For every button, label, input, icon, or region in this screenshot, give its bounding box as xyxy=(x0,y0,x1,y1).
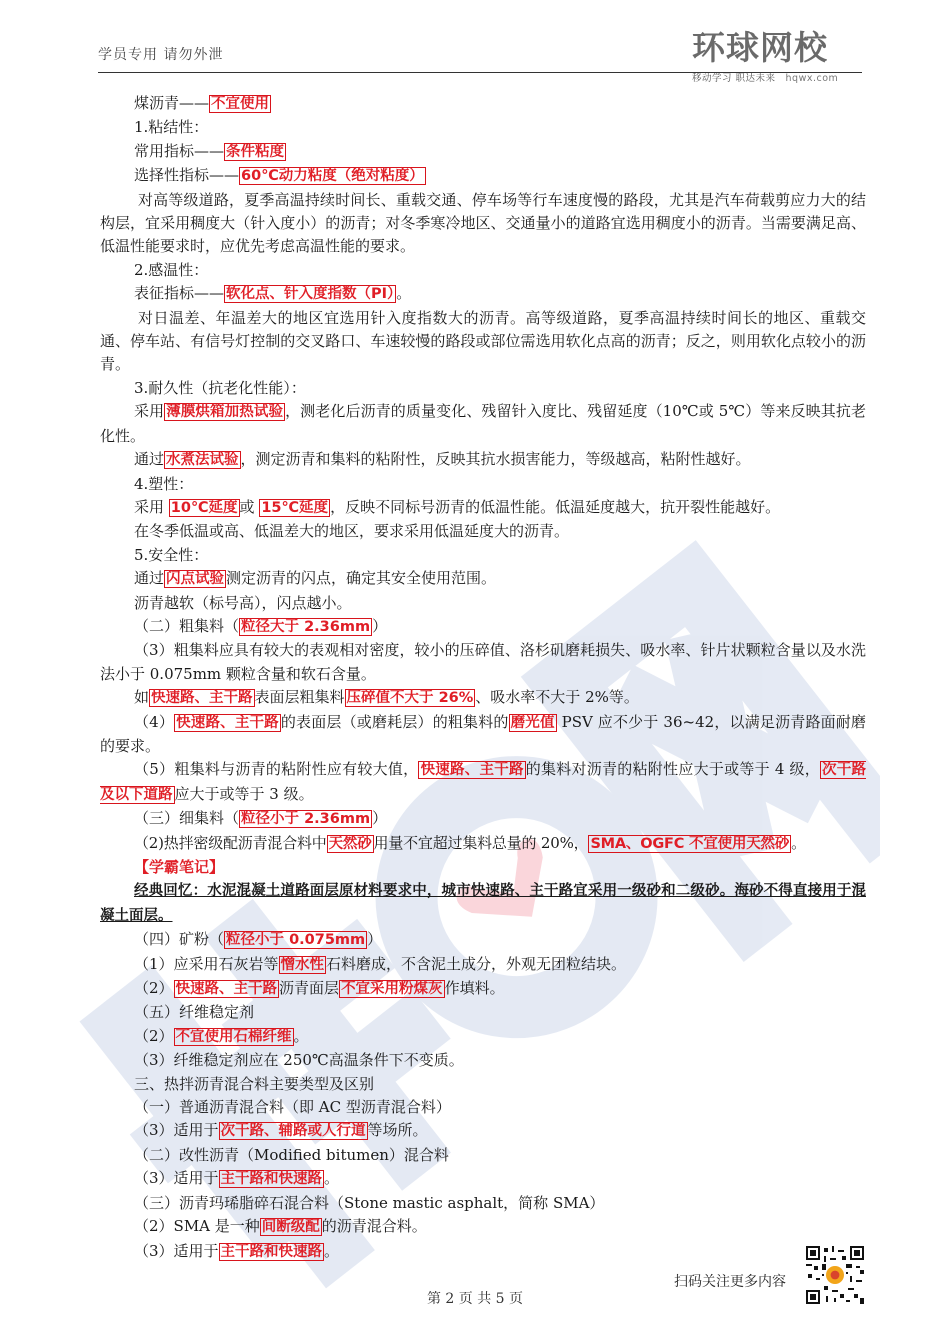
text-line: 通过 闪点试验 测定沥青的闪点，确定其安全使用范围。 xyxy=(134,569,497,588)
header-rule xyxy=(98,72,862,73)
highlight-box: 粒径小于 0.075mm xyxy=(226,932,366,949)
text-line: （二）粗集料（ 粒径大于 2.36mm ） xyxy=(134,616,388,635)
highlight-box: 憎水性 xyxy=(280,956,325,973)
text-line: （2)热拌密级配沥青混合料中 天然砂 用量不宜超过集料总量的 20%， SMA、OGFC 不宜使用天然砂 。 xyxy=(134,833,806,852)
highlight-box: 闪点试验 xyxy=(166,571,225,588)
paragraph: （5）粗集料与沥青的粘附性应有较大值， 快速路、主干路 的集料对沥青的粘附性应大于或等于 4 级， 次干路及以下道路 应大于或等于 3 级。 xyxy=(100,760,866,803)
text-line: （三）沥青玛琋脂碎石混合料（Stone mastic asphalt，简称 SMA） xyxy=(134,1193,605,1212)
paragraph: 采用 薄膜烘箱加热试验 ，测老化后沥青的质量变化、残留针入度比、残留延度（10℃或 5℃）等来反映其抗老化性。 xyxy=(100,402,866,445)
highlight-box: 快速路、主干路 xyxy=(176,714,279,731)
text-line: 煤沥青—— 不宜使用 xyxy=(134,94,270,112)
text-line: （3）适用于 主干路和快速路 。 xyxy=(134,1169,340,1188)
document-body xyxy=(100,92,866,1264)
logo-slogan: 移动学习 职达未来 xyxy=(692,73,776,84)
highlight-box: 15℃延度 xyxy=(261,499,329,516)
text-line: 表征指标—— 软化点、针入度指数（PI） 。 xyxy=(134,284,412,303)
text-line: 常用指标—— 条件粘度 xyxy=(134,141,285,160)
highlight-box: 主干路和快速路 xyxy=(220,1171,323,1188)
text-line: （3）适用于 次干路、辅路或人行道 等场所。 xyxy=(134,1121,428,1140)
text-line: 采用 10℃延度 或 15℃延度 ，反映不同标号沥青的低温性能。低温延度越大，抗开裂性能越好。 xyxy=(134,497,781,516)
highlight-box: 快速路、主干路 xyxy=(175,981,278,998)
study-note-title: 【学霸笔记】 xyxy=(134,858,225,876)
highlight-box: 不宜采用粉煤灰 xyxy=(341,981,443,998)
logo-domain: hqwx.com xyxy=(785,73,839,84)
text-line: 4.塑性： xyxy=(134,474,194,493)
text-line: 选择性指标—— 60℃动力粘度（绝对粘度） xyxy=(134,166,424,185)
highlight-box: 快速路、主干路 xyxy=(151,690,253,707)
highlight-box: 粒径大于 2.36mm xyxy=(241,618,371,635)
text-line: （四）矿粉（ 粒径小于 0.075mm ） xyxy=(134,930,383,949)
paragraph: 对日温差、年温差大的地区宜选用针入度指数大的沥青。高等级道路，夏季高温持续时间长的地区、重载交通、停车站、有信号灯控制的交叉路口、车速较慢的路段或部位需选用软化点高的沥青；反之，则用软化点较小的沥青。 xyxy=(100,308,866,374)
highlight-box: 不宜使用石棉纤维 xyxy=(175,1028,292,1045)
text-line: （三）细集料（ 粒径小于 2.36mm ） xyxy=(134,809,388,828)
text-line: （3）纤维稳定剂应在 250℃高温条件下不变质。 xyxy=(134,1051,464,1070)
highlight-box: 条件粘度 xyxy=(226,143,285,160)
highlight-box: 磨光值 xyxy=(510,714,555,731)
highlight-box: 薄膜烘箱加热试验 xyxy=(166,404,284,421)
text-line: 在冬季低温或高、低温差大的地区，要求采用低温延度大的沥青。 xyxy=(134,522,570,541)
text-line: （2） 快速路、主干路 沥青面层 不宜采用粉煤灰 作填料。 xyxy=(134,979,505,998)
text-line: 1.粘结性： xyxy=(134,118,209,137)
paragraph: 对高等级道路，夏季高温持续时间长、重载交通、停车场等行车速度慢的路段，尤其是汽车荷载剪应力大的结构层，宜采用稠度大（针入度小）的沥青；对冬季寒冷地区、交通量小的道路宜选用稠度小的沥青。当需要满足高、低温性能要求时，应优先考虑高温性能的要求。 xyxy=(100,190,866,256)
highlight-box: 软化点、针入度指数（PI） xyxy=(226,286,395,303)
text-line: （五）纤维稳定剂 xyxy=(134,1003,255,1022)
text-line: （1）应采用石灰岩等 憎水性 石料磨成，不含泥土成分，外观无团粒结块。 xyxy=(134,954,627,973)
text-line: （二）改性沥青（Modified bitumen）混合料 xyxy=(134,1145,449,1164)
highlight-box: 天然砂 xyxy=(328,835,372,852)
highlight-box: 粒径小于 2.36mm xyxy=(241,811,371,828)
text-line: （2）SMA 是一种 间断级配 的沥青混合料。 xyxy=(134,1217,427,1236)
text-line: （2） 不宜使用石棉纤维 。 xyxy=(134,1026,309,1045)
text-line: （一）普通沥青混合料（即 AC 型沥青混合料） xyxy=(134,1098,451,1117)
highlight-box: 次干路、辅路或人行道 xyxy=(220,1123,366,1140)
section-heading: 三、热拌沥青混合料主要类型及区别 xyxy=(134,1074,375,1093)
highlight-box: 水煮法试验 xyxy=(166,452,239,469)
paragraph: （3）粗集料应具有较大的表观相对密度，较小的压碎值、洛杉矶磨耗损失、吸水率、针片状颗粒含量以及水洗法小于 0.075mm 颗粒含量和软石含量。 xyxy=(100,641,866,683)
text-line: 2.感温性： xyxy=(134,260,209,279)
logo[interactable] xyxy=(692,30,862,90)
header-notice: 学员专用 请勿外泄 xyxy=(98,47,224,63)
text-line: 3.耐久性（抗老化性能）： xyxy=(134,378,306,397)
paragraph: （4） 快速路、主干路 的表面层（或磨耗层）的粗集料的 磨光值 PSV 应不少于 36~42，以满足沥青路面耐磨的要求。 xyxy=(100,712,866,755)
text-line: 如 快速路、主干路 表面层粗集料 压碎值不大于 26% 、吸水率不大于 2%等。 xyxy=(134,688,639,707)
highlight-box: 10℃延度 xyxy=(170,499,238,516)
highlight-box: SMA、OGFC 不宜使用天然砂 xyxy=(590,835,790,852)
highlight-box: 主干路和快速路 xyxy=(220,1243,323,1260)
highlight-box: 快速路、主干路 xyxy=(420,762,524,779)
text-line: 5.安全性： xyxy=(134,545,209,564)
text-line: （3）适用于 主干路和快速路 。 xyxy=(134,1241,340,1260)
study-note-text: 经典回忆：水泥混凝土道路面层原材料要求中，城市快速路、主干路宜采用一级砂和二级砂。海砂不得直接用于混凝土面层。 xyxy=(100,883,866,924)
highlight-box: 不宜使用 xyxy=(211,96,270,112)
qr-caption: 扫码关注更多内容 xyxy=(674,1274,786,1290)
page-number: 第 2 页 共 5 页 xyxy=(426,1291,524,1307)
highlight-box: 间断级配 xyxy=(261,1219,320,1236)
highlight-box: 压碎值不大于 26% xyxy=(346,690,474,707)
highlight-box: 次干路及以下道路 xyxy=(100,762,866,803)
highlight-box: 60℃动力粘度（绝对粘度） xyxy=(241,168,424,185)
text-line: 沥青越软（标号高），闪点越小。 xyxy=(134,593,352,612)
logo-text: 环球网校 xyxy=(692,28,828,67)
text-line: 通过 水煮法试验 ，测定沥青和集料的粘附性，反映其抗水损害能力，等级越高，粘附性越好。 xyxy=(134,450,751,469)
